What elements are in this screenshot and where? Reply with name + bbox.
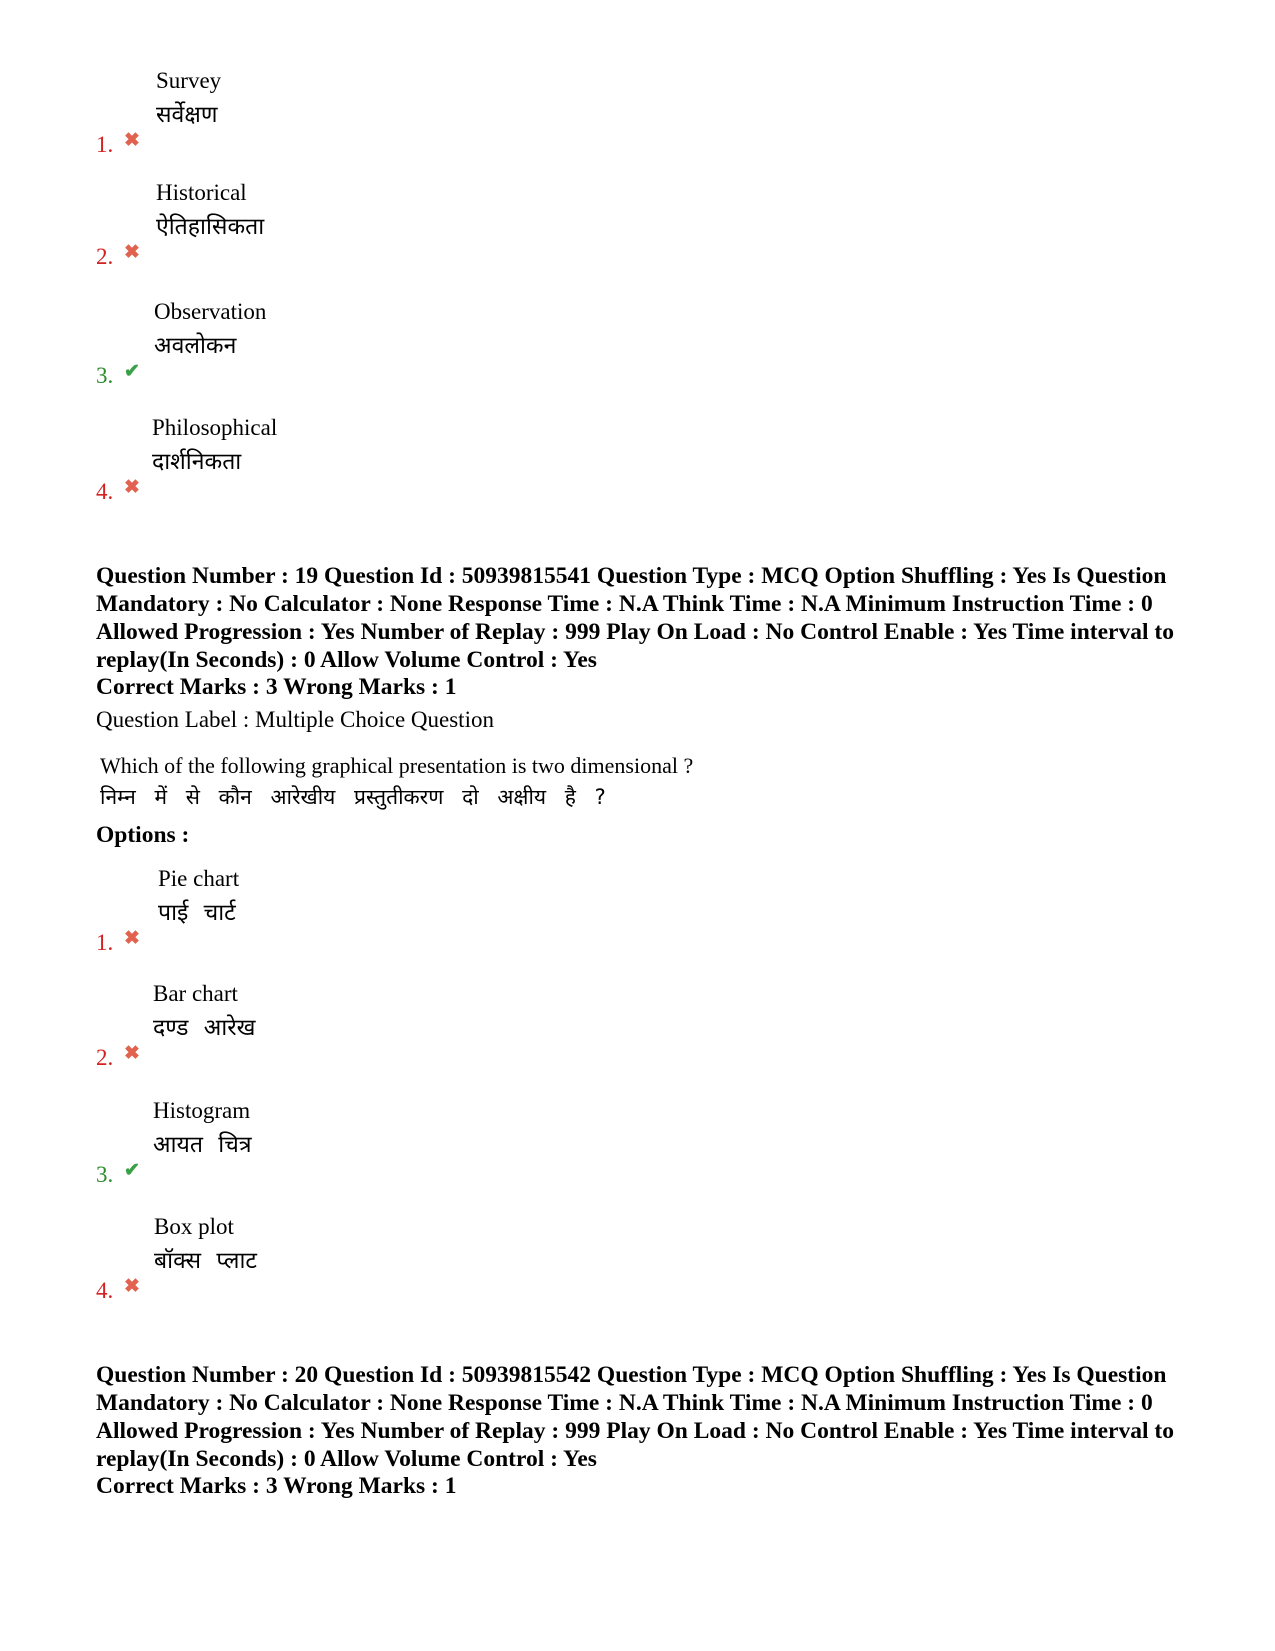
option-text-hi: पाई चार्ट (158, 900, 236, 926)
prev-option-3 (96, 299, 696, 389)
option-text-en: Pie chart (158, 866, 240, 891)
option-text-hi: सर्वेक्षण (156, 102, 218, 128)
option-number: 3. (96, 1162, 114, 1187)
option-text-en: Philosophical (152, 415, 278, 440)
option-number: 1. (96, 132, 114, 157)
question-19-label: Question Label : Multiple Choice Question (96, 707, 494, 732)
cross-icon: ✖ (124, 130, 140, 151)
option-text-en: Histogram (153, 1098, 251, 1123)
option-text-en: Bar chart (153, 981, 238, 1006)
q19-option-2 (96, 981, 696, 1071)
cross-icon: ✖ (124, 1276, 140, 1297)
option-text-hi: अवलोकन (154, 333, 237, 359)
q19-option-4 (96, 1214, 696, 1304)
check-icon: ✔ (124, 361, 140, 382)
cross-icon: ✖ (124, 477, 140, 498)
cross-icon: ✖ (124, 1043, 140, 1064)
option-text-hi: आयत चित्र (153, 1132, 252, 1158)
option-text-hi: दण्ड आरेख (153, 1015, 256, 1041)
prev-option-4 (96, 415, 696, 505)
check-icon: ✔ (124, 1160, 140, 1181)
cross-icon: ✖ (124, 928, 140, 949)
option-text-en: Box plot (154, 1214, 234, 1239)
q19-option-3 (96, 1098, 696, 1188)
option-text-en: Historical (156, 180, 247, 205)
question-19-text (100, 753, 693, 811)
option-number: 4. (96, 1278, 114, 1303)
q19-option-1 (96, 866, 696, 956)
option-number: 1. (96, 930, 114, 955)
question-19-meta: Question Number : 19 Question Id : 50939815541 Question Type : MCQ Option Shuffling : Yes Is Question Mandatory : No Calculator : None Response Time : N.A Think Time : N.A Minimum Instruction Time : 0 Allowed Progression : Yes Number of Replay : 999 Play On Load : No Control Enable : Yes Time interval to replay(In Seconds) : 0 Allow Volume Control : Yes (96, 563, 1174, 673)
cross-icon: ✖ (124, 242, 140, 263)
option-number: 4. (96, 479, 114, 504)
question-text-en: Which of the following graphical presentation is two dimensional ? (100, 753, 694, 778)
prev-option-1 (96, 68, 696, 158)
option-number: 2. (96, 1045, 114, 1070)
option-text-hi: ऐतिहासिकता (156, 214, 265, 240)
option-text-hi: दार्शनिकता (152, 449, 242, 475)
option-number: 3. (96, 363, 114, 388)
option-text-en: Observation (154, 299, 267, 324)
option-text-en: Survey (156, 68, 222, 93)
question-text-hi: निम्न में से कौन आरेखीय प्रस्तुतीकरण दो अक्षीय है ? (100, 785, 606, 809)
option-number: 2. (96, 244, 114, 269)
question-19-marks: Correct Marks : 3 Wrong Marks : 1 (96, 674, 457, 700)
question-20-marks: Correct Marks : 3 Wrong Marks : 1 (96, 1473, 457, 1499)
prev-option-2 (96, 180, 696, 270)
option-text-hi: बॉक्स प्लाट (154, 1248, 257, 1274)
question-20-meta: Question Number : 20 Question Id : 50939815542 Question Type : MCQ Option Shuffling : Yes Is Question Mandatory : No Calculator : None Response Time : N.A Think Time : N.A Minimum Instruction Time : 0 Allowed Progression : Yes Number of Replay : 999 Play On Load : No Control Enable : Yes Time interval to replay(In Seconds) : 0 Allow Volume Control : Yes (96, 1362, 1174, 1472)
options-heading: Options : (96, 822, 190, 848)
